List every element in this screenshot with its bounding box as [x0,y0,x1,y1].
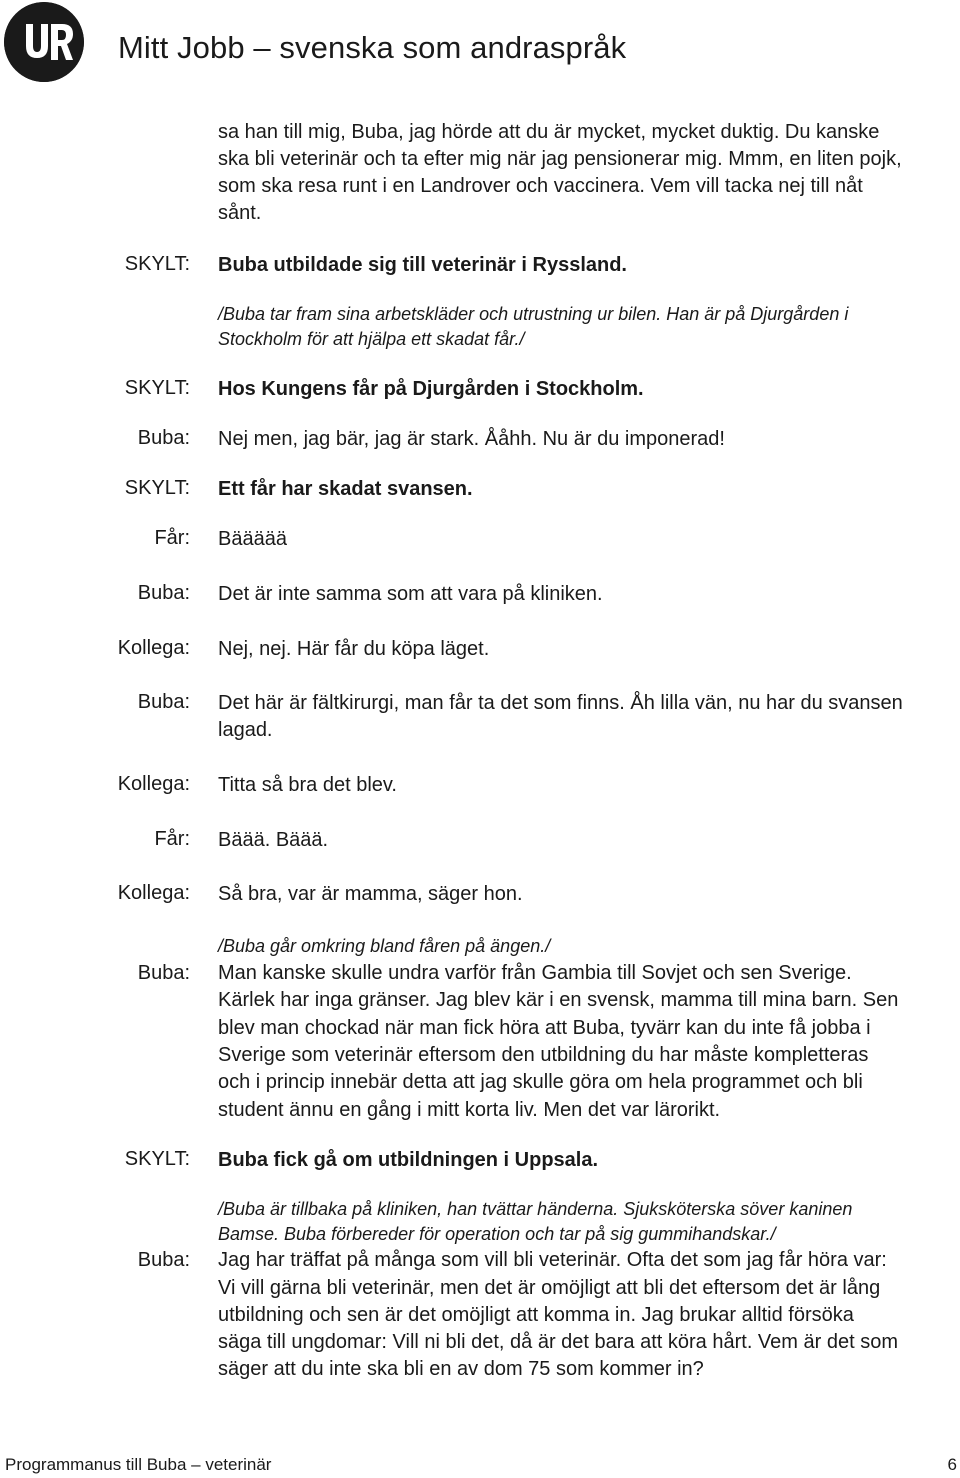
dialogue-line: utbildning och sen är det omöjligt att komma in. Jag brukar alltid försöka [218,1304,854,1326]
dialogue-line: Det här är fältkirurgi, man får ta det som finns. Åh lilla vän, nu har du svansen [218,692,903,714]
intro-line: ska bli veterinär och ta efter mig när jag pensionerar mig. Mmm, en liten pojk, [218,148,902,170]
speaker-label: Kollega: [117,882,190,904]
dialogue-line: Man kanske skulle undra varför från Gambia till Sovjet och sen Sverige. [218,962,852,984]
ur-logo-glyph [4,2,84,82]
sign-text: Buba utbildade sig till veterinär i Ryssland. [218,254,627,276]
speaker-label: SKYLT: [124,1148,190,1170]
dialogue-line: student ännu en gång i mitt korta liv. Men det var lärorikt. [218,1099,721,1121]
dialogue-line: säger att du inte ska bli en av dom 75 som kommer in? [218,1358,704,1380]
speaker-label: SKYLT: [124,253,190,275]
dialogue-line: Sverige som veterinär eftersom den utbildning du har måste kompletteras [218,1044,869,1066]
stage-direction: Stockholm för att hjälpa ett skadat får./ [218,329,525,349]
footer-title: Programmanus till Buba – veterinär [5,1455,272,1474]
dialogue-line: Titta så bra det blev. [218,774,397,796]
intro-line: som ska resa runt i en Landrover och vaccinera. Vem vill tacka nej till nåt [218,175,863,197]
stage-direction: Bamse. Buba förbereder för operation och tar på sig gummihandskar./ [218,1224,776,1244]
dialogue-line: lagad. [218,719,273,741]
dialogue-line: Bäää. Bäää. [218,829,329,851]
speaker-label: Får: [154,527,190,549]
dialogue-line: Jag har träffat på många som vill bli veterinär. Ofta det som jag får höra var: [218,1249,887,1271]
speaker-label: SKYLT: [124,477,190,499]
stage-direction: /Buba går omkring bland fåren på ängen./ [218,936,551,956]
stage-direction: /Buba tar fram sina arbetskläder och utrustning ur bilen. Han är på Djurgården i [218,304,849,324]
ur-logo [4,2,84,82]
dialogue-line: Nej, nej. Här får du köpa läget. [218,638,490,660]
dialogue-line: Det är inte samma som att vara på kliniken. [218,583,603,605]
speaker-label: Buba: [137,427,190,449]
intro-line: sånt. [218,202,262,224]
dialogue-line: och i princip innebär detta att jag skulle göra om hela programmet och bli [218,1071,863,1093]
speaker-label: Får: [154,828,190,850]
sign-text: Ett får har skadat svansen. [218,478,473,500]
sign-text: Hos Kungens får på Djurgården i Stockholm. [218,378,644,400]
speaker-label: Buba: [137,582,190,604]
stage-direction: /Buba är tillbaka på kliniken, han tvättar händerna. Sjuksköterska söver kaninen [218,1199,853,1219]
speaker-label: Kollega: [117,773,190,795]
document-title: Mitt Jobb – svenska som andraspråk [118,30,627,65]
dialogue-line: Bäääää [218,528,287,550]
speaker-label: Buba: [137,691,190,713]
speaker-label: Kollega: [117,637,190,659]
speaker-label: SKYLT: [124,377,190,399]
dialogue-line: Så bra, var är mamma, säger hon. [218,883,523,905]
page-number: 6 [947,1455,957,1474]
intro-line: sa han till mig, Buba, jag hörde att du är mycket, mycket duktig. Du kanske [218,121,880,143]
speaker-label: Buba: [137,962,190,984]
dialogue-line: blev man chockad när man fick höra att Buba, tyvärr kan du inte få jobba i [218,1017,871,1039]
dialogue-line: Kärlek har inga gränser. Jag blev kär i en svensk, mamma till mina barn. Sen [218,989,899,1011]
dialogue-line: Nej men, jag bär, jag är stark. Ååhh. Nu är du imponerad! [218,428,725,450]
speaker-label: Buba: [137,1249,190,1271]
dialogue-line: säga till ungdomar: Vill ni bli det, då är det bara att köra hårt. Vem är det som [218,1331,898,1353]
sign-text: Buba fick gå om utbildningen i Uppsala. [218,1149,599,1171]
dialogue-line: Vi vill gärna bli veterinär, men det är omöjligt att bli det eftersom det är lång [218,1277,881,1299]
